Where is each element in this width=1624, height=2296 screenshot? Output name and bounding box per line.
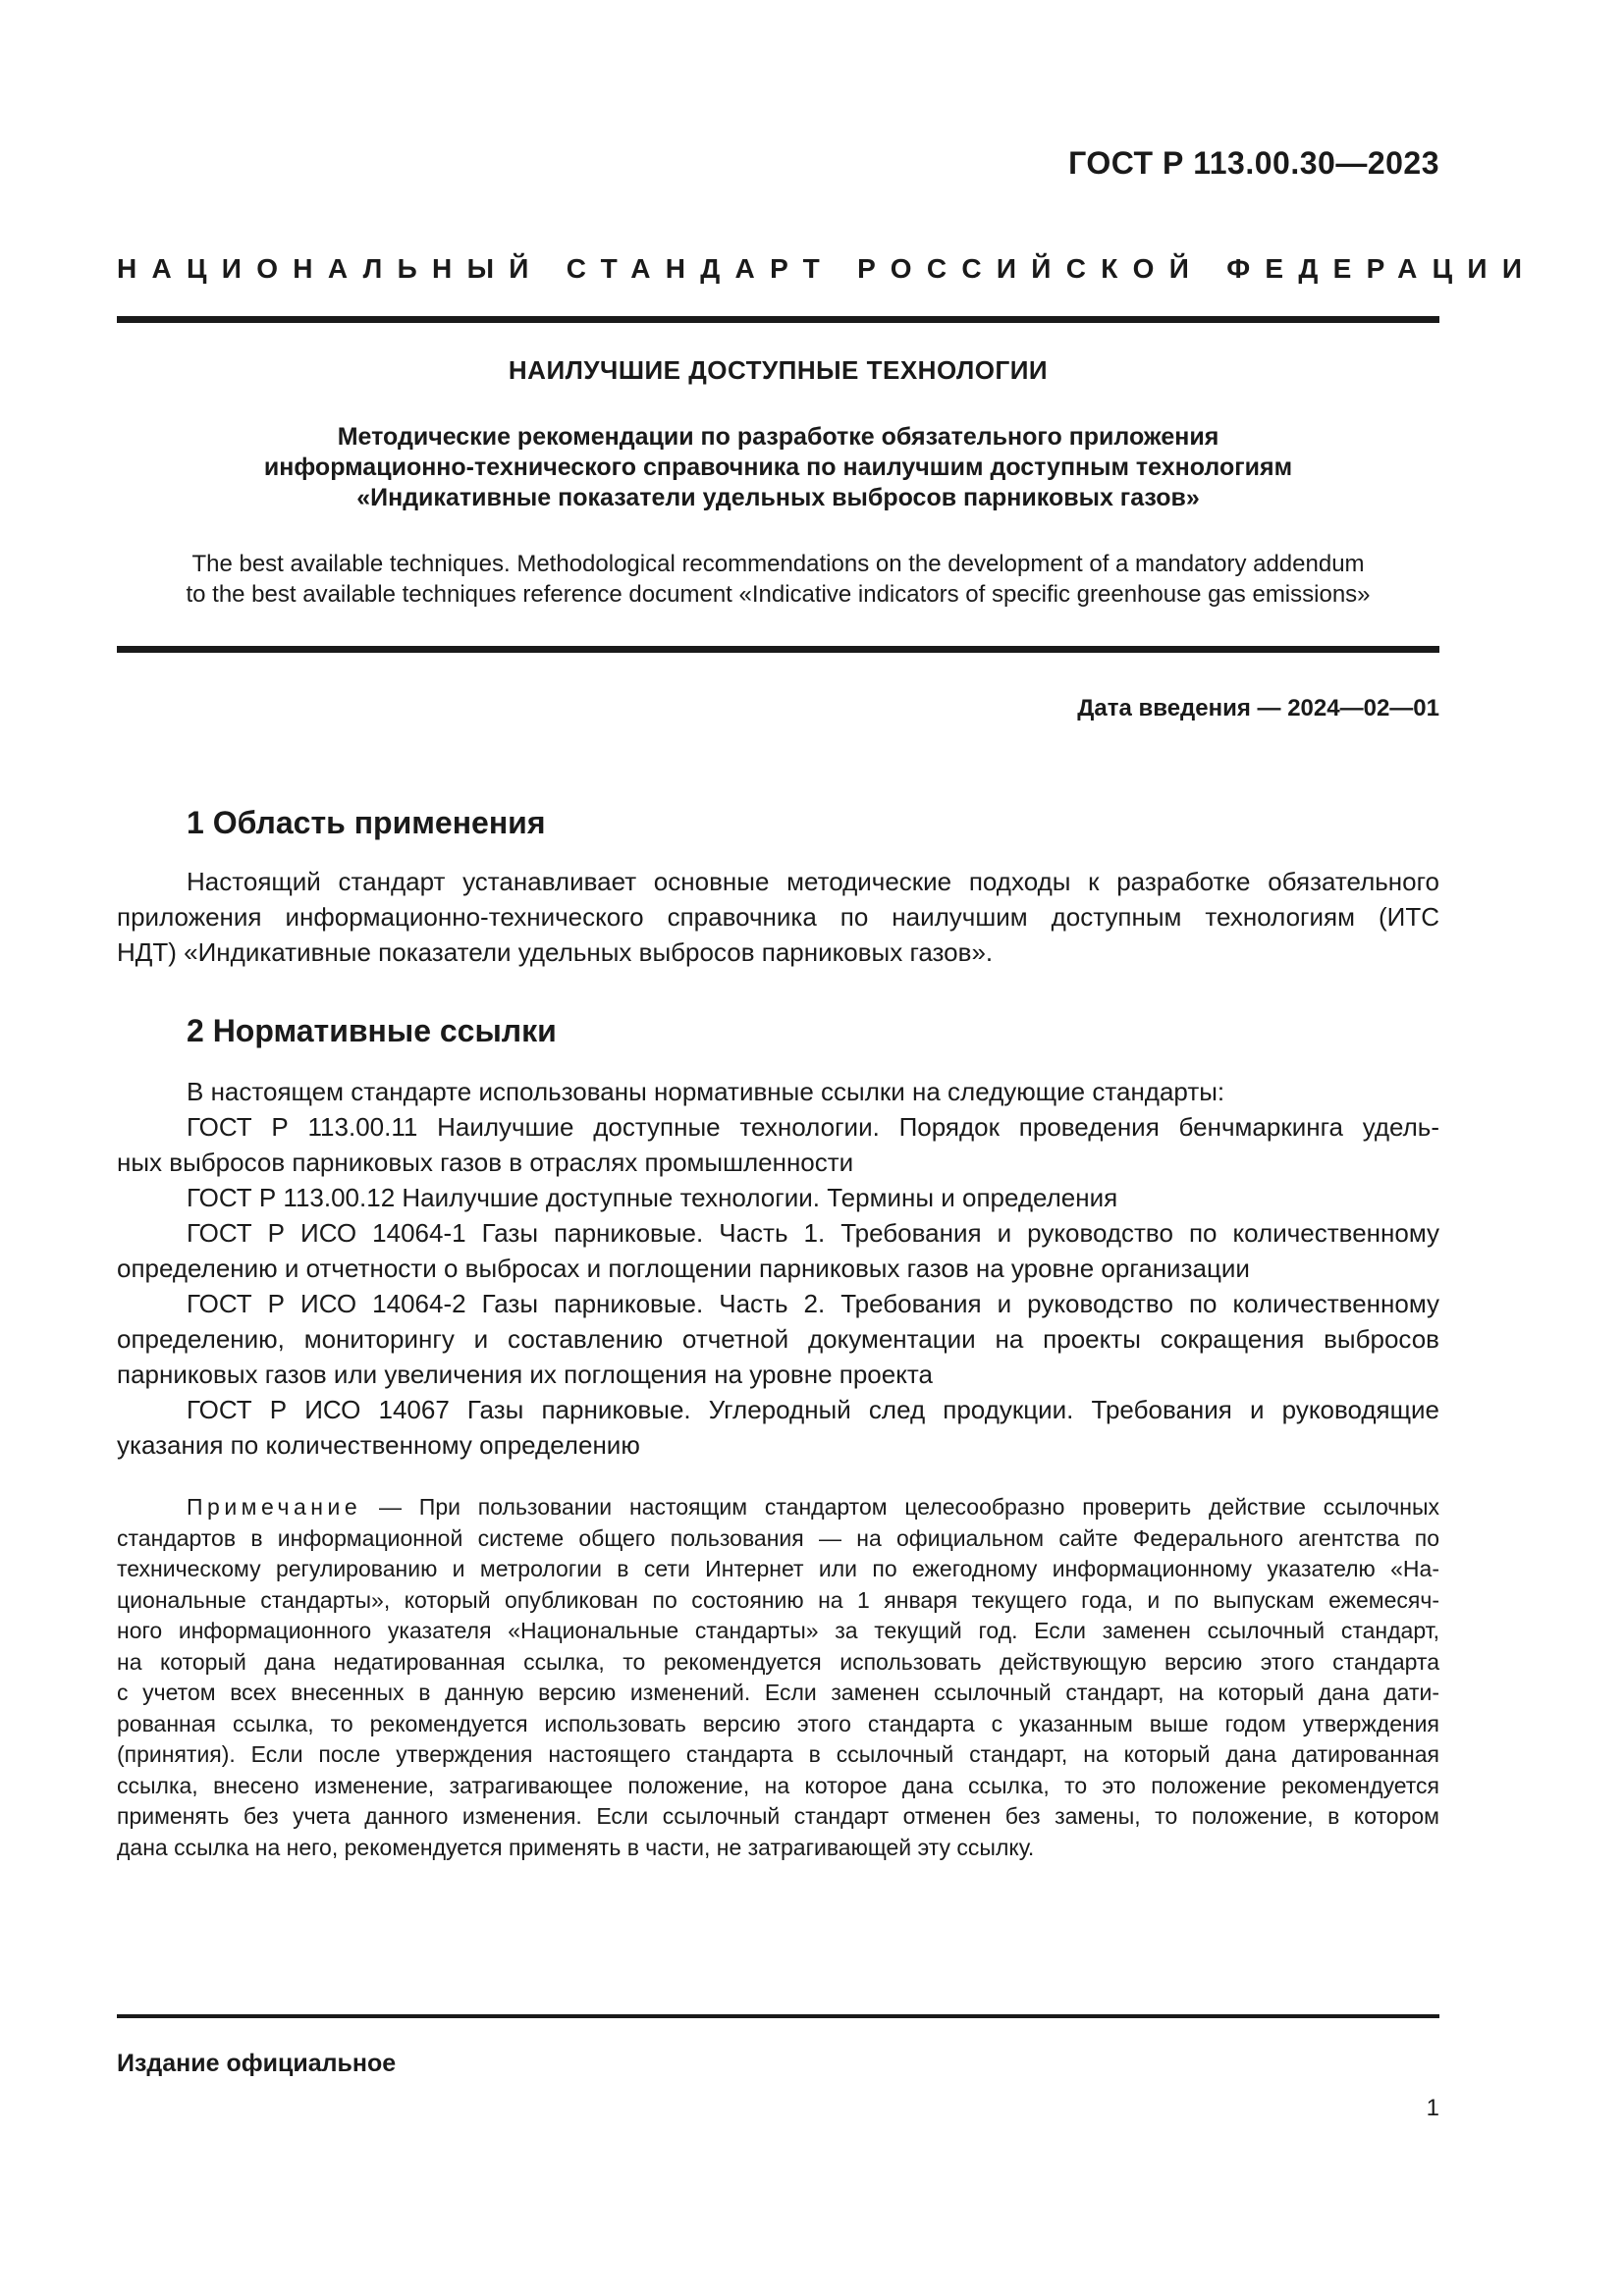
note-line: на который дана недатированная ссылка, то рекомендуется использовать действующую версию этого стандарта <box>117 1648 1439 1675</box>
reference-line: ГОСТ Р 113.00.12 Наилучшие доступные технологии. Термины и определения <box>187 1183 1118 1212</box>
title-ru-line: «Индикативные показатели удельных выбросов парниковых газов» <box>356 484 1200 511</box>
note-line: циональные стандарты», который опубликован по состоянию на 1 января текущего года, и по выпускам ежемесяч- <box>117 1586 1439 1613</box>
reference-line: ГОСТ Р 113.00.11 Наилучшие доступные технологии. Порядок проведения бенчмаркинга удель- <box>187 1112 1439 1142</box>
footer-divider <box>117 2014 1439 2018</box>
reference-line: определению, мониторингу и составлению отчетной документации на проекты сокращения выбросов <box>117 1324 1439 1354</box>
reference-line: ГОСТ Р ИСО 14067 Газы парниковые. Углеродный след продукции. Требования и руководящие <box>187 1395 1439 1424</box>
note-line: с учетом всех внесенных в данную версию изменений. Если заменен ссылочный стандарт, на который дана дати- <box>117 1680 1439 1705</box>
title-en-line: to the best available techniques reference document «Indicative indicators of specific greenhouse gas emissions» <box>186 581 1371 608</box>
subject-title: НАИЛУЧШИЕ ДОСТУПНЫЕ ТЕХНОЛОГИИ <box>508 355 1049 385</box>
edition-label: Издание официальное <box>117 2050 397 2077</box>
reference-line: парниковых газов или увеличения их поглощения на уровне проекта <box>117 1360 933 1389</box>
note-line: ного информационного указателя «Национальные стандарты» за текущий год. Если заменен ссылочный стандарт, <box>117 1618 1439 1643</box>
title-en <box>117 549 1439 610</box>
section-1-paragraph <box>117 864 1439 970</box>
note-line: применять без учета данного изменения. Если ссылочный стандарт отменен без замены, то положение, в котором <box>117 1803 1439 1829</box>
title-ru <box>117 422 1439 513</box>
section-2-heading: 2 Нормативные ссылки <box>187 1013 557 1048</box>
section-1-heading: 1 Область применения <box>187 805 546 840</box>
doc-number: ГОСТ Р 113.00.30—2023 <box>1068 145 1439 181</box>
note-line <box>117 1492 1439 1523</box>
title-en-line: The best available techniques. Methodological recommendations on the development of a mandatory addendum <box>191 551 1365 577</box>
paragraph-line: НДТ) «Индикативные показатели удельных выбросов парниковых газов». <box>117 937 994 967</box>
note-line: рованная ссылка, то рекомендуется использовать версию этого стандарта с указанным выше годом утверждения <box>117 1710 1439 1736</box>
middle-divider <box>117 646 1439 653</box>
reference-line: ных выбросов парниковых газов в отраслях промышленности <box>117 1148 854 1177</box>
note-line: техническому регулированию и метрологии в сети Интернет или по ежегодному информационному указателю «На- <box>117 1556 1439 1581</box>
intro-date: Дата введения — 2024—02—01 <box>1077 695 1439 721</box>
note-block <box>117 1492 1439 1863</box>
note-line: стандартов в информационной системе общего пользования — на официальном сайте Федерального агентства по <box>117 1524 1439 1551</box>
reference-line: ГОСТ Р ИСО 14064-2 Газы парниковые. Часть 2. Требования и руководство по количественному <box>187 1289 1439 1318</box>
note-line: дана ссылка на него, рекомендуется применять в части, не затрагивающей эту ссылку. <box>117 1834 1035 1860</box>
reference-line: определению и отчетности о выбросах и поглощении парниковых газов на уровне организации <box>117 1254 1250 1283</box>
title-ru-line: информационно-технического справочника по наилучшим доступным технологиям <box>263 454 1293 481</box>
reference-line: указания по количественному определению <box>117 1430 640 1460</box>
paragraph-line: приложения информационно-технического справочника по наилучшим доступным технологиям (ИТС <box>117 902 1439 932</box>
section-2-intro: В настоящем стандарте использованы нормативные ссылки на следующие стандарты: <box>187 1077 1225 1106</box>
page-number: 1 <box>1426 2095 1439 2121</box>
note-label: Примечание <box>187 1494 362 1520</box>
paragraph-line: Настоящий стандарт устанавливает основные методические подходы к разработке обязательного <box>187 867 1439 896</box>
note-line: ссылка, внесено изменение, затрагивающее положение, на которое дана ссылка, то это положение рекомендуется <box>117 1772 1439 1798</box>
reference-line: ГОСТ Р ИСО 14064-1 Газы парниковые. Часть 1. Требования и руководство по количественному <box>187 1218 1439 1248</box>
title-ru-line: Методические рекомендации по разработке обязательного приложения <box>337 423 1219 451</box>
top-divider <box>117 316 1439 323</box>
standard-type-title: НАЦИОНАЛЬНЫЙ СТАНДАРТ РОССИЙСКОЙ ФЕДЕРАЦИИ <box>117 253 1538 284</box>
note-line: (принятия). Если после утверждения настоящего стандарта в ссылочный стандарт, на который дана датированная <box>117 1741 1439 1767</box>
note-first-line-text: — При пользовании настоящим стандартом целесообразно проверить действие ссылочных <box>361 1494 1439 1520</box>
section-2-body <box>117 1074 1439 1463</box>
